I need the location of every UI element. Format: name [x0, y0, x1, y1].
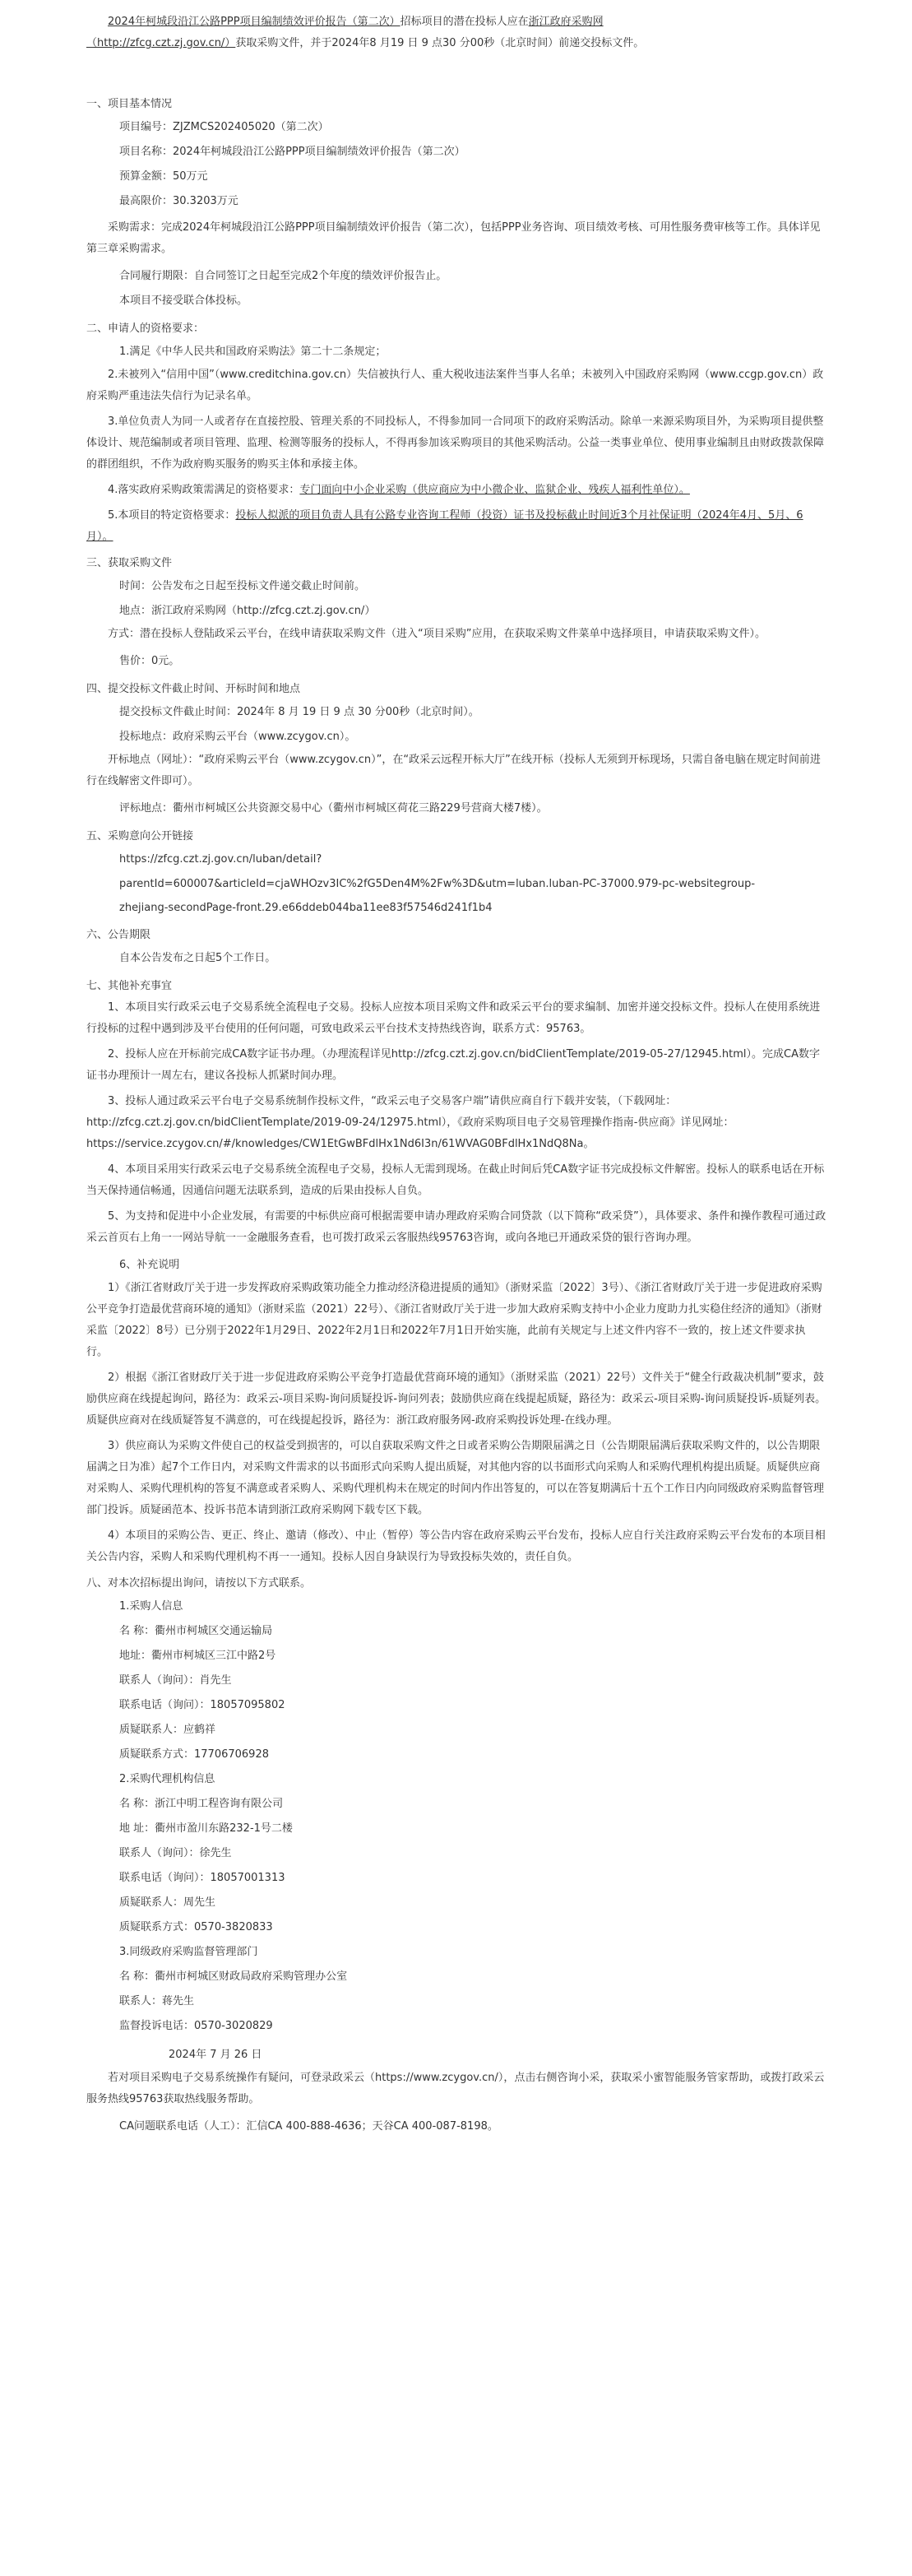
consortium-note: 本项目不接受联合体投标。	[119, 295, 248, 307]
supplement-1: 1、本项目实行政采云电子交易系统全流程电子交易。投标人应按本项目采购文件和政采云平台的要求编制、加密并递交投标文件。投标人在使用系统进行投标的过程中遇到涉及平台使用的任何问题，可致电政采云平台技术支持热线咨询，联系方式：95763。	[86, 1001, 821, 1035]
qualification-2: 2.未被列入“信用中国”（www.creditchina.gov.cn）失信被执行人、重大税收违法案件当事人名单；未被列入中国政府采购网（www.ccgp.gov.cn）政府采购严重违法失信行为记录名单。	[86, 369, 824, 402]
section-7-heading: 七、其他补充事宜	[86, 980, 173, 992]
supervisor-phone: 监督投诉电话：0570-3020829	[119, 2020, 273, 2032]
review-place: 评标地点：衢州市柯城区公共资源交易中心（衢州市柯城区荷花三路229号营商大楼7楼）。	[119, 802, 548, 815]
section-5-heading: 五、采购意向公开链接	[86, 830, 194, 842]
supplement-note-2: 2）根据《浙江省财政厅关于进一步促进政府采购公平竞争打造最优营商环境的通知》（浙财采监（2021）22号）文件关于“健全行政裁决机制”要求，鼓励供应商在线提起询问，路径为：政采云-项目采购-询问质疑投诉-询问列表；鼓励供应商在线提起质疑，路径为：政采云-项目采购-询问质疑投诉-质疑列表。质疑供应商对在线质疑答复不满意的，可在线提起投诉，路径为：浙江政府服务网-政府采购投诉处理-在线办理。	[86, 1372, 826, 1427]
intention-link[interactable]: https://zfcg.czt.zj.gov.cn/luban/detail?	[119, 853, 322, 866]
procurement-demand: 采购需求：完成2024年柯城段沿江公路PPP项目编制绩效评价报告（第二次），包括PPP业务咨询、项目绩效考核、可用性服务费审核等工作。具体详见第三章采购需求。	[86, 221, 821, 255]
purchaser-phone: 联系电话（询问）：18057095802	[119, 1699, 285, 1711]
platform-link[interactable]: 浙江政府采购网	[528, 16, 604, 28]
agency-question-phone: 质疑联系方式：0570-3820833	[119, 1921, 273, 1933]
intention-link-line-3[interactable]: zhejiang-secondPage-front.29.e66ddeb044ba11ee83f57546d241f1b4	[119, 902, 493, 914]
acquire-place: 地点：浙江政府采购网（http://zfcg.czt.zj.gov.cn/）	[119, 605, 376, 617]
section-8-heading: 八、对本次招标提出询问，请按以下方式联系。	[86, 1577, 312, 1590]
budget-amount: 预算金额：50万元	[119, 170, 208, 183]
supplement-3: 3、投标人通过政采云平台电子交易系统制作投标文件，“政采云电子交易客户端”请供应商自行下载并安装，（下载网址：http://zfcg.czt.zj.gov.cn/bidClientTemplate/2019-09-24/12975.html），《政府采购项目电子交易管理操作指南-供应商》详见网址：https://service.zcygov.cn/#/knowledges/CW1EtGwBFdlHx1Nd6I3n/61WVAG0BFdlHx1NdQ8Na。	[86, 1095, 734, 1150]
purchaser-question-contact: 质疑联系人：应鹤祥	[119, 1724, 216, 1736]
platform-url-link[interactable]: （http://zfcg.czt.zj.gov.cn/）	[86, 37, 236, 49]
intro-text: 招标项目的潜在投标人应在	[400, 16, 529, 28]
supervisor-contact: 联系人：蒋先生	[119, 1995, 195, 2007]
section-6-heading: 六、公告期限	[86, 929, 151, 941]
qualification-4-policy: 专门面向中小企业采购（供应商应为中小微企业、监狱企业、残疾人福利性单位）。	[299, 484, 690, 496]
section-3-heading: 三、获取采购文件	[86, 557, 173, 569]
intention-link-line-2[interactable]: parentId=600007&articleId=cjaWHOzv3IC%2fG5Den4M%2Fw%3D&utm=luban.luban-PC-37000.979-pc-websitegroup-	[119, 878, 756, 890]
acquire-time: 时间：公告发布之日起至投标文件递交截止时间前。	[119, 580, 366, 592]
max-price: 最高限价：30.3203万元	[119, 195, 238, 207]
announcement-document	[86, 12, 826, 2139]
qualification-3: 3.单位负责人为同一人或者存在直接控股、管理关系的不同投标人，不得参加同一合同项下的政府采购活动。除单一来源采购项目外，为采购项目提供整体设计、规范编制或者项目管理、监理、检测等服务的投标人，不得再参加该采购项目的其他采购活动。公益一类事业单位、使用事业编制且由财政拨款保障的群团组织，不作为政府购买服务的购买主体和承接主体。	[86, 415, 825, 471]
supplement-4: 4、本项目采用实行政采云电子交易系统全流程电子交易，投标人无需到现场。在截止时间后凭CA数字证书完成投标文件解密。投标人的联系电话在开标当天保持通信畅通，因通信问题无法联系到，造成的后果由投标人自负。	[86, 1163, 825, 1197]
section-4-heading: 四、提交投标文件截止时间、开标时间和地点	[86, 683, 301, 695]
supplement-6-heading: 6、补充说明	[119, 1259, 180, 1271]
supervisor-heading: 3.同级政府采购监督管理部门	[119, 1946, 258, 1958]
supplement-5: 5、为支持和促进中小企业发展，有需要的中标供应商可根据需要申请办理政府采购合同贷款（以下简称“政采贷”），具体要求、条件和操作教程可通过政采云首页右上角一一网站导航一一金融服务查看，也可拨打政采云客服热线95763咨询，或向各地已开通政采贷的银行咨询办理。	[86, 1210, 826, 1244]
project-code: 项目编号：ZJZMCS202405020（第二次）	[119, 121, 329, 133]
help-note: 若对项目采购电子交易系统操作有疑问，可登录政采云（https://www.zcygov.cn/），点击右侧咨询小采，获取采小蜜智能服务管家帮助，或拨打政采云服务热线95763获取热线服务帮助。	[86, 2072, 825, 2105]
supplement-note-1: 1）《浙江省财政厅关于进一步发挥政府采购政策功能全力推动经济稳进提质的通知》（浙财采监〔2022〕3号）、《浙江省财政厅关于进一步促进政府采购公平竞争打造最优营商环境的通知》（浙财采监（2021）22号）、《浙江省财政厅关于进一步加大政府采购支持中小企业力度助力扎实稳住经济的通知》（浙财采监〔2022〕8号）已分别于2022年1月29日、2022年2月1日和2022年7月1日开始实施，此前有关规定与上述文件内容不一致的，按上述文件要求执行。	[86, 1282, 822, 1358]
qualification-5-lead: 5.本项目的特定资格要求：	[108, 509, 236, 522]
project-title-link[interactable]: 2024年柯城段沿江公路PPP项目编制绩效评价报告（第二次）	[108, 16, 400, 28]
bid-deadline: 提交投标文件截止时间：2024年 8 月 19 日 9 点 30 分00秒（北京时间）。	[119, 706, 479, 718]
supplement-note-3: 3）供应商认为采购文件使自己的权益受到损害的，可以自获取采购文件之日或者采购公告期限届满之日（公告期限届满后获取采购文件的，以公告期限届满之日为准）起7个工作日内，对采购文件需求的以书面形式向采购人提出质疑，对其他内容的以书面形式向采购人和采购代理机构提出质疑。质疑供应商对采购人、采购代理机构的答复不满意或者采购人、采购代理机构未在规定的时间内作出答复的，可以在答复期满后十五个工作日内向同级政府采购监督管理部门投诉。质疑函范本、投诉书范本请到浙江政府采购网下载专区下载。	[86, 1440, 825, 1516]
bid-place: 投标地点：政府采购云平台（www.zcygov.cn）。	[119, 731, 356, 743]
contract-period: 合同履行期限：自合同签订之日起至完成2个年度的绩效评价报告止。	[119, 270, 447, 282]
purchaser-address: 地址：衢州市柯城区三江中路2号	[119, 1650, 276, 1662]
supervisor-name: 名 称：衢州市柯城区财政局政府采购管理办公室	[119, 1970, 348, 1983]
intention-link-line-1	[86, 847, 826, 872]
opening-place: 开标地点（网址）：“政府采购云平台（www.zcygov.cn）”，在“政采云远程开标大厅”在线开标（投标人无须到开标现场，只需自备电脑在规定时间前进行在线解密文件即可）。	[86, 754, 821, 787]
qualification-4-lead: 4.落实政府采购政策需满足的资格要求：	[108, 484, 300, 496]
agency-contact: 联系人（询问）：徐先生	[119, 1847, 232, 1859]
acquire-price: 售价：0元。	[119, 655, 180, 667]
acquire-method: 方式：潜在投标人登陆政采云平台，在线申请获取采购文件（进入“项目采购”应用，在获取采购文件菜单中选择项目，申请获取采购文件）。	[108, 628, 766, 640]
agency-heading: 2.采购代理机构信息	[119, 1773, 215, 1785]
purchaser-heading: 1.采购人信息	[119, 1600, 183, 1613]
agency-address: 地 址：衢州市盈川东路232-1号二楼	[119, 1822, 293, 1835]
intro-paragraph	[86, 12, 826, 54]
supplement-note-4: 4）本项目的采购公告、更正、终止、邀请（修改）、中止（暂停）等公告内容在政府采购云平台发布，投标人应自行关注政府采购云平台发布的本项目相关公告内容，采购人和采购代理机构不再一一通知。投标人因自身缺误行为导致投标失效的，责任自负。	[86, 1529, 826, 1563]
section-1-heading: 一、项目基本情况	[86, 98, 173, 110]
project-name: 项目名称：2024年柯城段沿江公路PPP项目编制绩效评价报告（第二次）	[119, 146, 465, 158]
qualification-1: 1.满足《中华人民共和国政府采购法》第二十二条规定；	[119, 346, 387, 358]
agency-phone: 联系电话（询问）：18057001313	[119, 1872, 285, 1884]
purchaser-name: 名 称：衢州市柯城区交通运输局	[119, 1625, 273, 1637]
agency-name: 名 称：浙江中明工程咨询有限公司	[119, 1798, 284, 1810]
qualification-5	[86, 505, 826, 548]
purchaser-contact: 联系人（询问）：肖先生	[119, 1674, 232, 1687]
qualification-4	[86, 480, 826, 501]
publish-date: 2024年 7 月 26 日	[169, 2049, 262, 2061]
purchaser-question-phone: 质疑联系方式：17706706928	[119, 1748, 269, 1761]
qualification-5-specific: 投标人拟派的项目负责人具有公路专业咨询工程师（投资）证书及投标截止时间近3个月社保证明（2024年4月、5月、6月）。	[86, 509, 803, 543]
intro-deadline-text: 获取采购文件，并于2024年8 月19 日 9 点30 分00秒（北京时间）前递交投标文件。	[235, 37, 645, 49]
agency-question-contact: 质疑联系人：周先生	[119, 1896, 216, 1909]
section-2-heading: 二、申请人的资格要求：	[86, 323, 205, 335]
ca-contact: CA问题联系电话（人工）：汇信CA 400-888-4636；天谷CA 400-087-8198。	[119, 2120, 498, 2133]
notice-period: 自本公告发布之日起5个工作日。	[119, 952, 276, 964]
supplement-2: 2、投标人应在开标前完成CA数字证书办理。（办理流程详见http://zfcg.czt.zj.gov.cn/bidClientTemplate/2019-05-27/12945.html）。完成CA数字证书办理预计一周左右，建议各投标人抓紧时间办理。	[86, 1048, 821, 1082]
